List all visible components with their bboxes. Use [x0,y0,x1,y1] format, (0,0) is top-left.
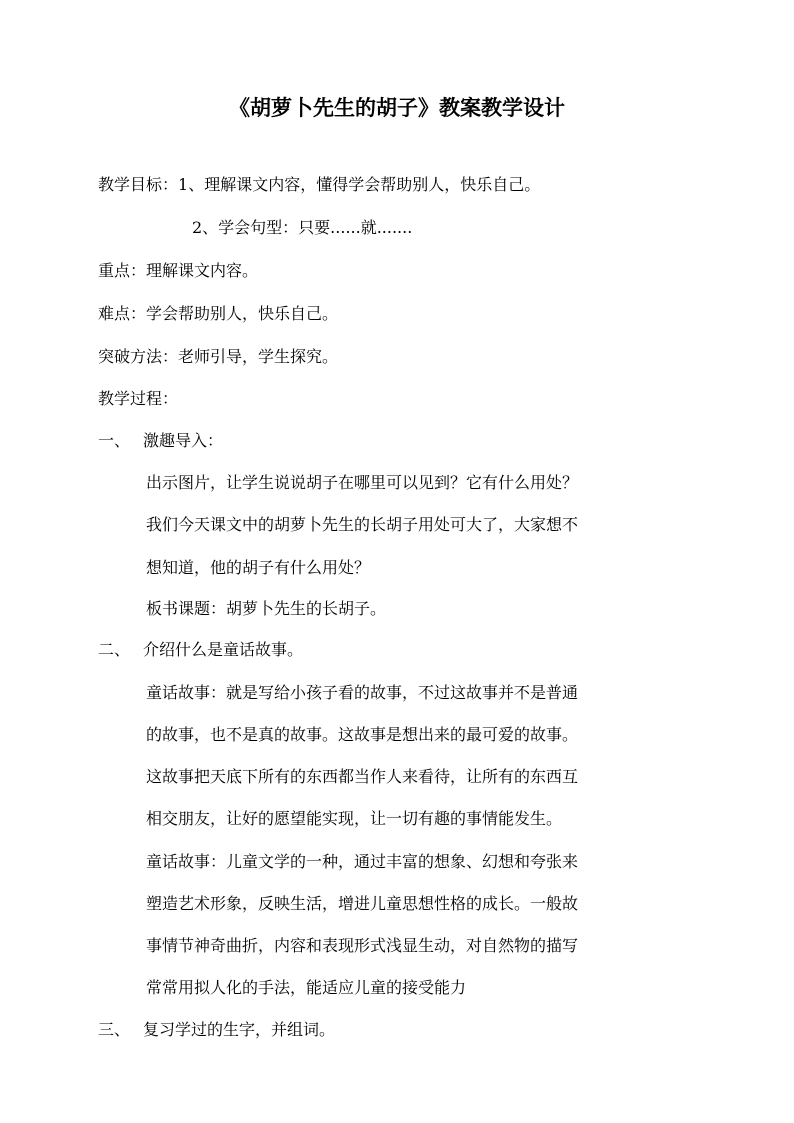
paragraph-line: 事情节神奇曲折，内容和表现形式浅显生动，对自然物的描写 [146,936,579,955]
process-label: 教学过程： [98,389,179,408]
paragraph-line: 这故事把天底下所有的东西都当作人来看待，让所有的东西互 [146,767,579,786]
objective-item-1: 1、理解课文内容，懂得学会帮助别人，快乐自己。 [178,175,541,194]
paragraph-line: 的故事，也不是真的故事。这故事是想出来的最可爱的故事。 [146,725,579,744]
paragraph-line: 我们今天课文中的胡萝卜先生的长胡子用处可大了，大家想不 [146,515,579,534]
section-heading [98,638,303,662]
section-heading [98,429,223,453]
page-title: 《胡萝卜先生的胡子》教案教学设计 [229,96,565,120]
section-number: 三、 [98,1020,131,1039]
key-point: 重点：理解课文内容。 [98,261,259,280]
method: 突破方法：老师引导，学生探究。 [98,347,339,366]
paragraph-line: 想知道，他的胡子有什么用处？ [146,558,371,577]
section-number: 二、 [98,640,131,659]
paragraph-line: 童话故事：就是写给小孩子看的故事，不过这故事并不是普通 [146,683,579,702]
objectives-line-1 [98,173,540,197]
paragraph-line: 塑造艺术形象，反映生活，增进儿童思想性格的成长。一般故 [146,894,579,913]
section-title: 复习学过的生字，并组词。 [143,1020,336,1039]
section-title: 激趣导入： [143,431,224,450]
paragraph-line: 板书课题：胡萝卜先生的长胡子。 [146,599,387,618]
paragraph-line: 童话故事：儿童文学的一种，通过丰富的想象、幻想和夸张来 [146,852,579,871]
difficulty: 难点：学会帮助别人，快乐自己。 [98,304,339,323]
section-number: 一、 [98,431,131,450]
section-title: 介绍什么是童话故事。 [143,640,304,659]
paragraph-line: 相交朋友，让好的愿望能实现，让一切有趣的事情能发生。 [146,809,563,828]
paragraph-line: 常常用拟人化的手法，能适应儿童的接受能力 [146,978,467,997]
paragraph-line: 出示图片，让学生说说胡子在哪里可以见到？它有什么用处？ [146,473,579,492]
objective-item-2: 2、学会句型：只要......就....... [192,218,413,237]
objectives-label: 教学目标： [98,175,179,194]
section-heading [98,1018,335,1042]
